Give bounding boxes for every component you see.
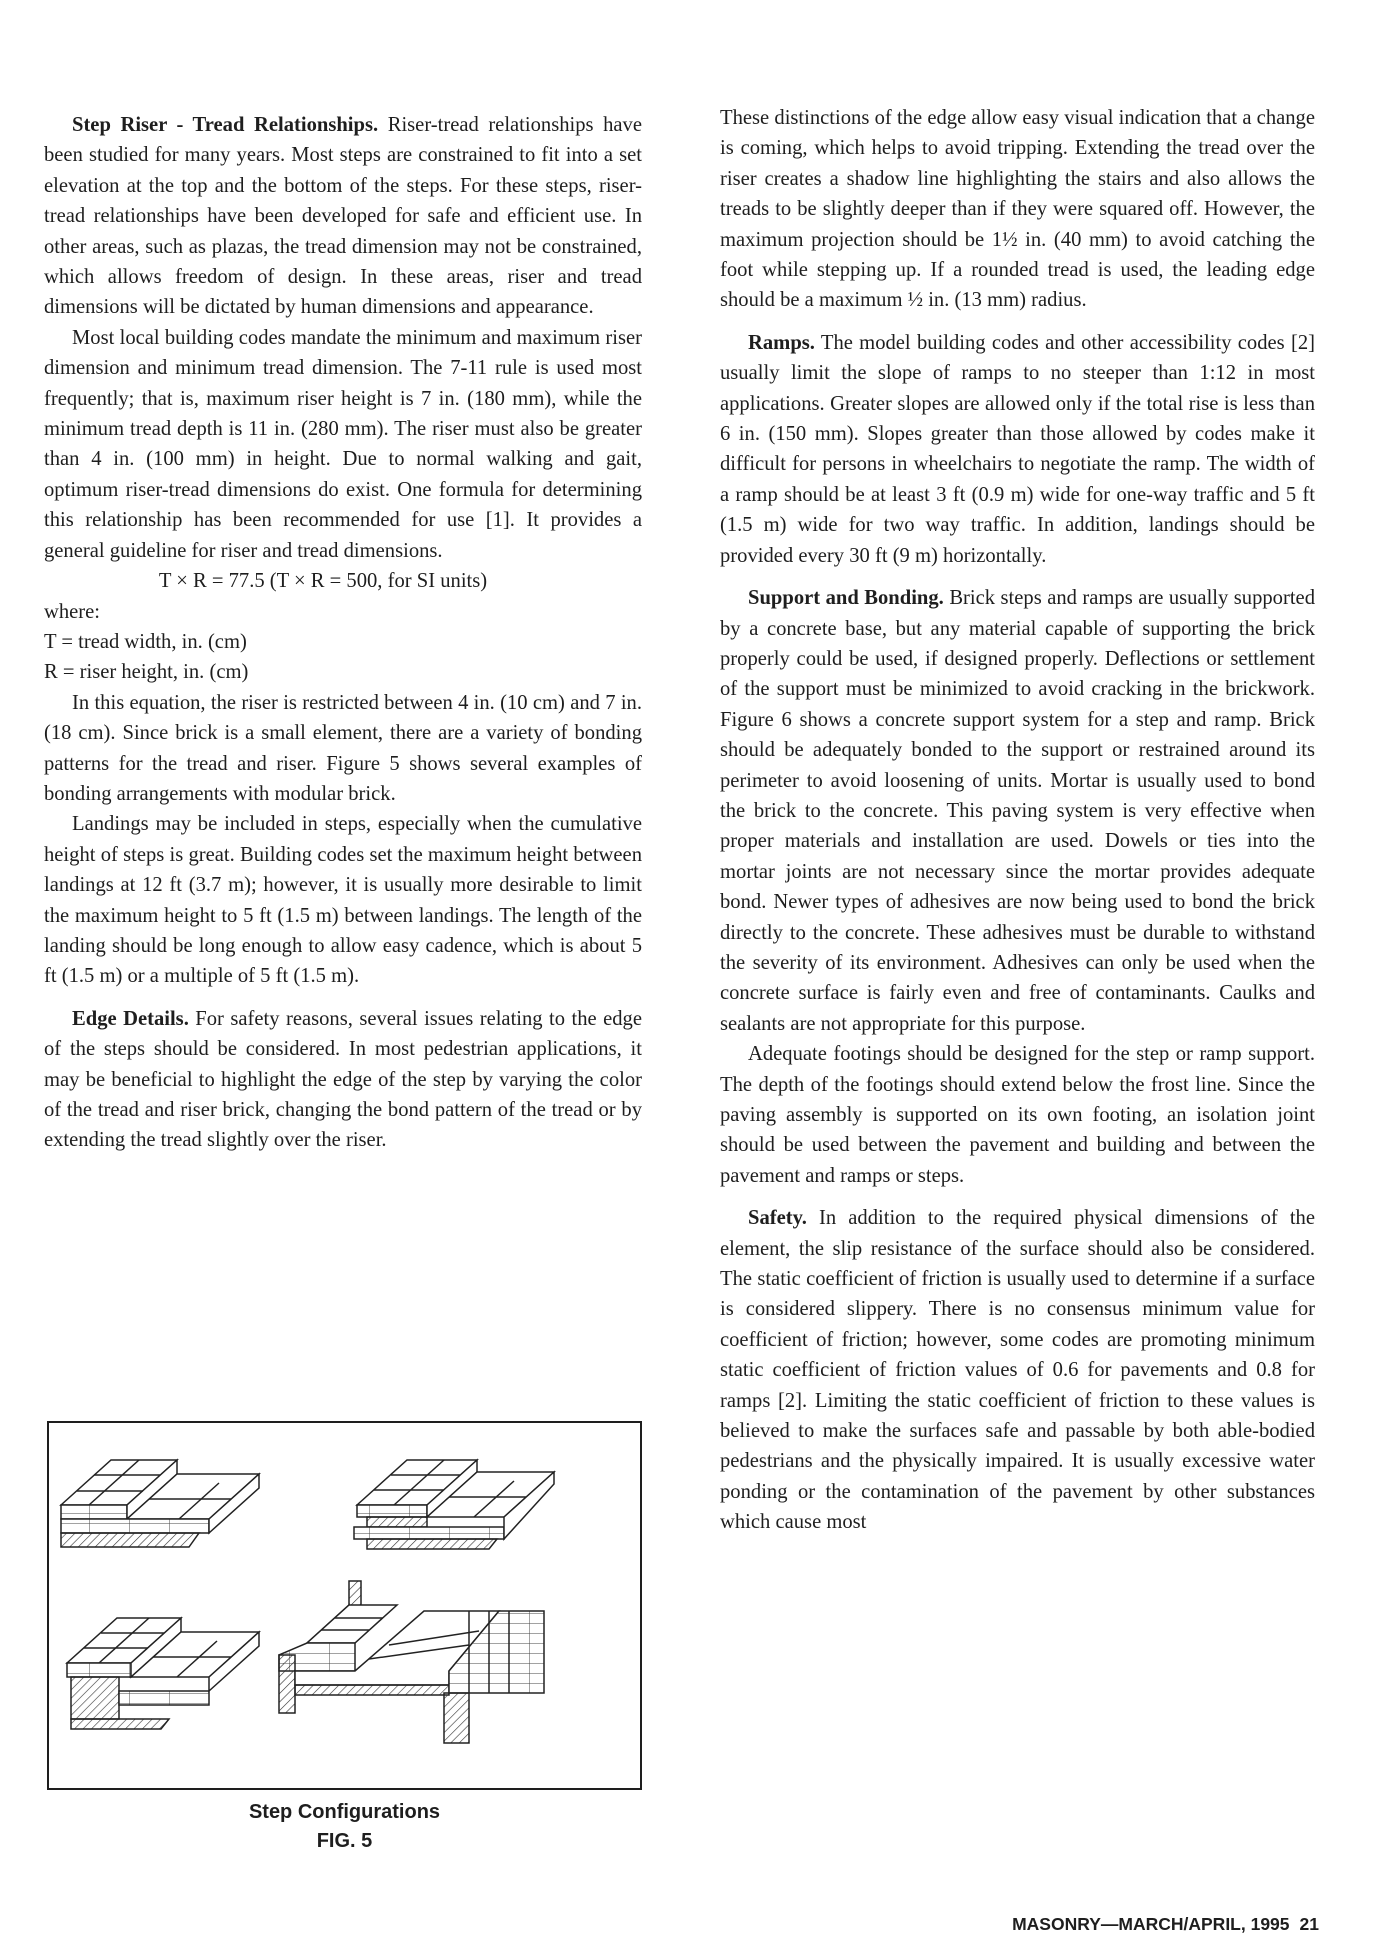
definition-t: T = tread width, in. (cm) bbox=[44, 630, 247, 653]
page-number: 21 bbox=[1299, 1914, 1319, 1934]
left-column bbox=[44, 110, 642, 1156]
right-column bbox=[720, 103, 1315, 1538]
definition-r: R = riser height, in. (cm) bbox=[44, 661, 249, 684]
ramps-paragraph bbox=[720, 328, 1315, 571]
edge-details-heading: Edge Details. bbox=[72, 1007, 189, 1030]
step-riser-paragraph-4: Landings may be included in steps, especially when the cumulative height of steps is great. Building codes set the maximum height between landings at 12 ft (3.7 m); however, it is usually more desirable to limit the maximum height to 5 ft (1.5 m) between landings. The length of the landing should be long enough to allow easy cadence, which is about 5 ft (1.5 m) or a multiple of 5 ft (1.5 m). bbox=[44, 813, 642, 988]
figure-caption-title: Step Configurations bbox=[248, 1801, 441, 1823]
edge-details-continued: These distinctions of the edge allow easy visual indication that a change is coming, which helps to avoid tripping. Extending the tread over the riser creates a shadow line highlighting the stairs and also allows the treads to be slightly deeper than if they were squared off. However, the maximum projection should be 1½ in. (40 mm) to avoid catching the foot while stepping up. If a rounded tread is used, the leading edge should be a maximum ½ in. (13 mm) radius. bbox=[720, 107, 1315, 312]
tread-riser-equation: T × R = 77.5 (T × R = 500, for SI units) bbox=[158, 570, 488, 593]
journal-issue: MASONRY—MARCH/APRIL, 1995 bbox=[1012, 1914, 1290, 1934]
figure-caption bbox=[47, 1798, 642, 1856]
step-riser-text-1: Riser-tread relationships have been studied for many years. Most steps are constrained to fit into a set elevation at the top and the bottom of the steps. For these steps, riser-tread relationships have been developed for safe and efficient use. In other areas, such as plazas, the tread dimension may not be constrained, which allows freedom of design. In these areas, riser and tread dimensions will be dictated by human dimensions and appearance. bbox=[44, 114, 642, 319]
support-paragraph-2: Adequate footings should be designed for the step or ramp support. The depth of the footings should extend below the frost line. Since the paving assembly is supported on its own footing, an isolation joint should be used between the pavement and building and between the pavement and ramps or steps. bbox=[720, 1043, 1315, 1187]
ramps-text: The model building codes and other accessibility codes [2] usually limit the slope of ramps to no steeper than 1:12 in most applications. Greater slopes are allowed only if the total rise is less than 6 in. (150 mm). Slopes greater than those allowed by codes make it difficult for persons in wheelchairs to negotiate the ramp. The width of a ramp should be at least 3 ft (0.9 m) wide for one-way traffic and 5 ft (1.5 m) wide for two way traffic. In addition, landings should be provided every 30 ft (9 m) horizontally. bbox=[720, 331, 1315, 567]
edge-details-text: For safety reasons, several issues relating to the edge of the steps should be considered. In most pedestrian applications, it may be beneficial to highlight the edge of the step by varying the color of the tread and riser brick, changing the bond pattern of the tread or by extending the tread slightly over the riser. bbox=[44, 1007, 642, 1152]
page-footer bbox=[1012, 1914, 1319, 1935]
step-riser-paragraph-3: In this equation, the riser is restricted between 4 in. (10 cm) and 7 in. (18 cm). Since brick is a small element, there are a variety of bonding patterns for the tread and riser. Figure 5 shows several examples of bonding arrangements with modular brick. bbox=[44, 691, 642, 805]
safety-text: In addition to the required physical dimensions of the element, the slip resistance of the surface should also be considered. The static coefficient of friction is usually used to determine if a surface is considered slippery. There is no consensus minimum value for coefficient of friction; however, some codes are promoting minimum static coefficient of friction values of 0.6 for pavements and 0.8 for ramps [2]. Limiting the static coefficient of friction to these values is believed to make the surfaces safe and passable by both able-bodied pedestrians and the physically impaired. It is usually excessive water ponding or the contamination of the pavement by other substances which cause most bbox=[720, 1207, 1315, 1534]
step-riser-paragraph-2: Most local building codes mandate the minimum and maximum riser dimension and minimum tread dimension. The 7-11 rule is used most frequently; that is, maximum riser height is 7 in. (180 mm), while the minimum tread depth is 11 in. (280 mm). The riser must also be greater than 4 in. (100 mm) in height. Due to normal walking and gait, optimum riser-tread dimensions do exist. One formula for determining this relationship has been recommended for use [1]. It provides a general guideline for riser and tread dimensions. bbox=[44, 326, 642, 562]
edge-details-paragraph bbox=[44, 1004, 642, 1156]
ramps-heading: Ramps. bbox=[748, 331, 815, 354]
step-configurations-illustration bbox=[49, 1423, 640, 1788]
step-configurations-figure bbox=[47, 1421, 642, 1790]
where-label: where: bbox=[44, 600, 101, 623]
support-text-1: Brick steps and ramps are usually supported by a concrete base, but any material capable of supporting the brick properly could be used, if designed properly. Deflections or settlement of the support must be minimized to avoid cracking in the brickwork. Figure 6 shows a concrete support system for a step and ramp. Brick should be adequately bonded to the support or restrained around its perimeter to avoid loosening of units. Mortar is usually used to bond the brick to the concrete. This paving system is very effective when proper materials and installation are used. Dowels or ties into the mortar joints are not necessary since the mortar provides adequate bond. Newer types of adhesives are now being used to bond the brick directly to the concrete. These adhesives must be durable to withstand the severity of its environment. Adhesives can only be used when the concrete surface is fairly even and free of contaminants. Caulks and sealants are not appropriate for this purpose. bbox=[720, 587, 1315, 1035]
safety-paragraph bbox=[720, 1203, 1315, 1537]
step-config-3 bbox=[67, 1618, 259, 1729]
support-heading: Support and Bonding. bbox=[748, 587, 944, 610]
support-paragraph-1 bbox=[720, 583, 1315, 1039]
step-config-4 bbox=[279, 1581, 544, 1743]
step-riser-heading: Step Riser - Tread Relationships. bbox=[72, 114, 379, 136]
safety-heading: Safety. bbox=[748, 1207, 807, 1230]
step-riser-paragraph-1 bbox=[44, 110, 642, 323]
step-config-2 bbox=[354, 1460, 554, 1549]
step-config-1 bbox=[61, 1460, 259, 1547]
figure-caption-number: FIG. 5 bbox=[316, 1830, 373, 1852]
